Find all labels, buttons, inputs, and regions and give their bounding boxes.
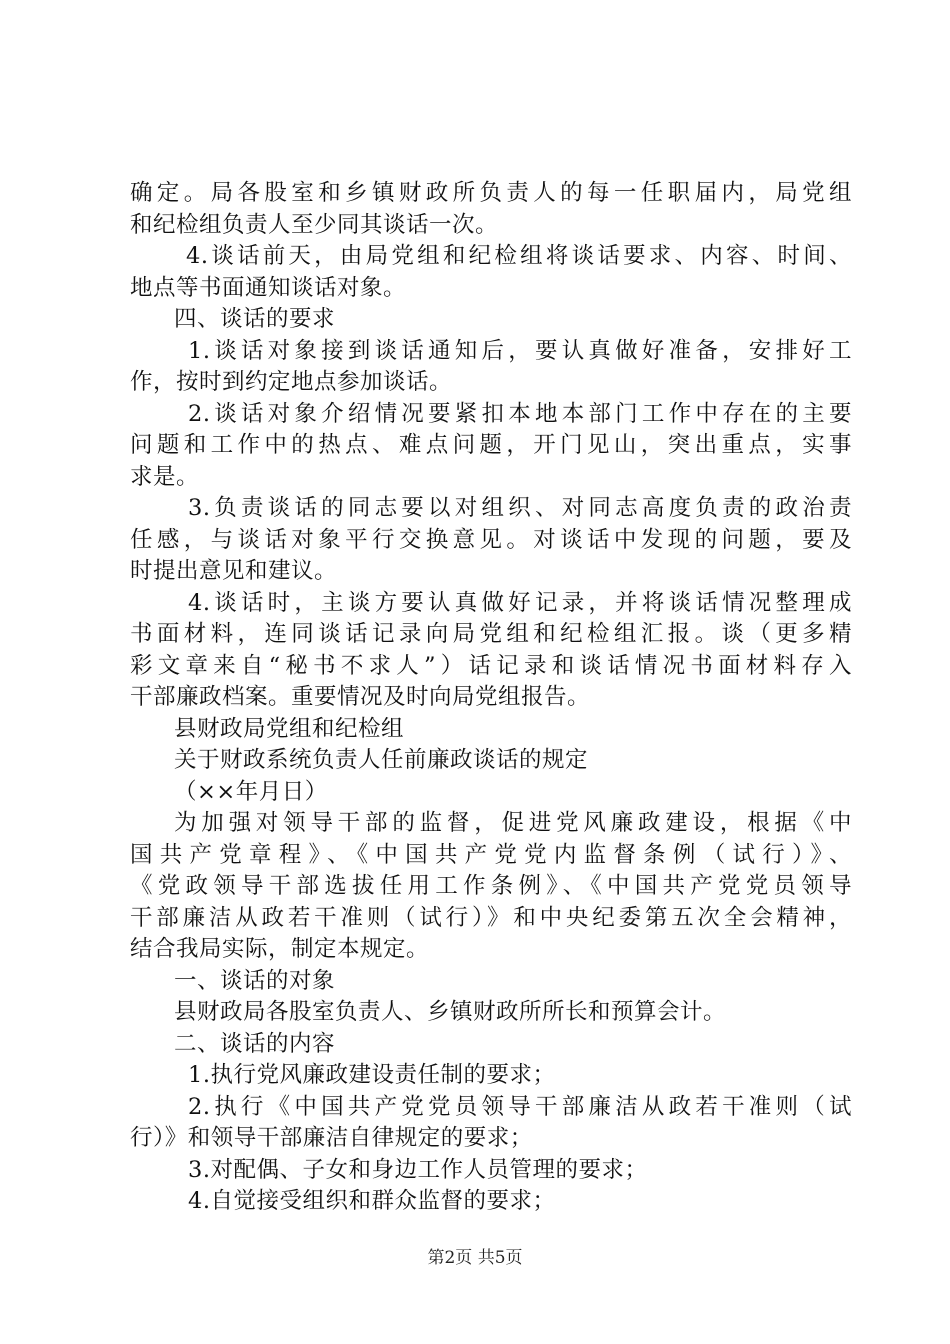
text-line: 为加强对领导干部的监督，促进党风廉政建设，根据《中 [174,810,852,836]
document-body [130,178,852,1218]
list-item: 3.对配偶、子女和身边工作人员管理的要求； [188,1156,648,1183]
document-date: （××年月日） [174,778,328,805]
text-line: 3.负责谈话的同志要以对组织、对同志高度负责的政治责 [188,495,852,521]
text-line: 求是。 [130,463,200,490]
text-line: 确定。局各股室和乡镇财政所负责人的每一任职届内，局党组 [130,180,852,206]
list-item: 1.执行党风廉政建设责任制的要求； [188,1062,556,1088]
text-line: 国共产党章程》、《中国共产党党内监督条例（试行）》、 [130,841,852,868]
text-line: 干部廉政档案。重要情况及时向局党组报告。 [130,684,591,710]
text-line: 结合我局实际，制定本规定。 [130,936,430,962]
text-line: 行）》和领导干部廉洁自律规定的要求； [130,1125,533,1151]
list-item: 2.执行《中国共产党党员领导干部廉洁从政若干准则（试 [188,1093,852,1120]
text-line: 《党政领导干部选拔任用工作条例》、《中国共产党党员领导 [130,873,852,899]
text-line: 作，按时到约定地点参加谈话。 [130,369,453,395]
text-line: 县财政局各股室负责人、乡镇财政所所长和预算会计。 [174,999,727,1025]
text-line: 问题和工作中的热点、难点问题，开门见山，突出重点，实事 [130,432,852,458]
text-line: 4.谈话前天，由局党组和纪检组将谈话要求、内容、时间、 [186,243,852,269]
section-heading: 四、谈话的要求 [174,306,336,332]
text-line: 彩文章来自“秘书不求人”）话记录和谈话情况书面材料存入 [130,652,852,679]
text-line: 地点等书面通知谈话对象。 [130,274,407,301]
list-item: 4.自觉接受组织和群众监督的要求； [188,1188,556,1214]
text-line: 任感，与谈话对象平行交换意见。对谈话中发现的问题，要及 [130,526,852,553]
document-title: 关于财政系统负责人任前廉政谈话的规定 [174,747,589,773]
text-line: 时提出意见和建议。 [130,558,338,584]
section-heading: 二、谈话的内容 [174,1030,336,1057]
section-heading: 一、谈话的对象 [174,967,336,994]
text-line: 4.谈话时，主谈方要认真做好记录，并将谈话情况整理成 [188,589,852,616]
page-number-footer: 第2页 共5页 [427,1248,523,1268]
text-line: 书面材料，连同谈话记录向局党组和纪检组汇报。谈（更多精 [130,621,852,647]
document-issuer: 县财政局党组和纪检组 [174,715,405,742]
text-line: 干部廉洁从政若干准则（试行）》和中央纪委第五次全会精神， [130,904,852,931]
text-line: 和纪检组负责人至少同其谈话一次。 [130,211,499,238]
text-line: 2.谈话对象介绍情况要紧扣本地本部门工作中存在的主要 [188,400,852,427]
text-line: 1.谈话对象接到谈话通知后，要认真做好准备，安排好工 [188,337,852,364]
